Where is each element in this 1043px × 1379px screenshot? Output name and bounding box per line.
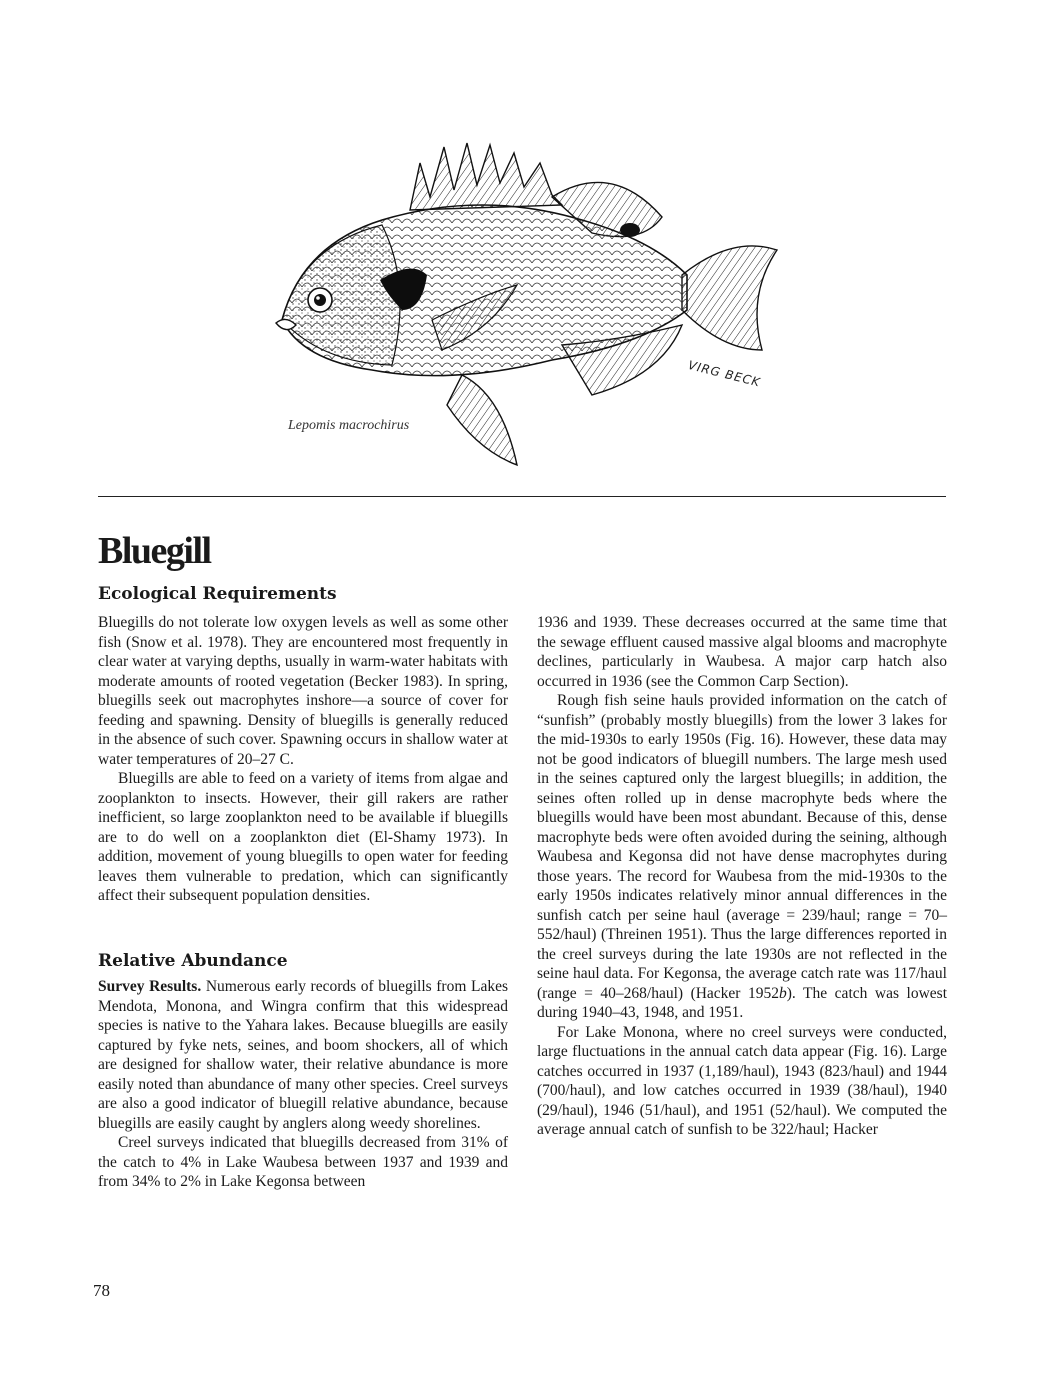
relative-abundance-heading: Relative Abundance <box>98 951 288 971</box>
right-column <box>537 613 947 1140</box>
horizontal-divider <box>98 496 946 497</box>
left-column-lower <box>98 977 508 1192</box>
survey-paragraph <box>98 977 508 1133</box>
survey-results-lead: Survey Results. <box>98 978 202 995</box>
creel-paragraph-continued: 1936 and 1939. These decreases occurred at the same time that the sewage effluent caused massive algal blooms and macrophyte declines, particularly in Waubesa. A major carp hatch also occurred in 1936 (see the Common Carp Section). <box>537 614 947 690</box>
eco-paragraph-2: Bluegills are able to feed on a variety of items from algae and zooplankton to insects. However, their gill rakers are rather inefficient, so large zooplankton need to be available if bluegills are to do well on a zooplankton diet (El-Shamy 1973). In addition, movement of young bluegills to open water for feeding leaves them vulnerable to predation, which can significantly affect their subsequent population densities. <box>98 770 508 904</box>
eco-paragraph-1: Bluegills do not tolerate low oxygen levels as well as some other fish (Snow et al. 1978). They are encountered most frequently in clear water at varying depths, usually in warm-water habitats with moderate amounts of rooted vegetation (Becker 1983). In spring, bluegills seek out macrophytes inshore—a source of cover for feeding and spawning. Density of bluegills is generally reduced in the absence of such cover. Spawning occurs in shallow water at water temperatures of 20–27 C. <box>98 614 508 768</box>
page-title: Bluegill <box>98 530 211 572</box>
figure-caption: Lepomis macrochirus <box>288 418 410 433</box>
citation-suffix: b <box>779 984 787 1002</box>
ecological-requirements-heading: Ecological Requirements <box>98 584 337 604</box>
artist-signature: VIRG BECK <box>686 358 763 390</box>
creel-paragraph-start: Creel surveys indicated that bluegills decreased from 31% of the catch to 4% in Lake Waubesa between 1937 and 1939 and from 34% to 2% in Lake Kegonsa between <box>98 1134 508 1190</box>
rough-fish-text: Rough fish seine hauls provided information on the catch of “sunfish” (probably mostly bluegills) from the lower 3 lakes for the mid-1930s to early 1950s (Fig. 16). However, these data may not be good indicators of bluegill numbers. The large mesh used in the seines captured only the largest bluegills; in addition, the seines often rolled up in dense macrophyte beds where the bluegills would have been most abundant. Because of this, dense macrophyte beds were often avoided during the seining, although Waubesa and Kegonsa did not have dense macrophytes during those years. The record for Waubesa from the mid-1930s to the early 1950s indicates relatively minor annual differences in the sunfish catch per seine haul (average = 239/haul; range = 70–552/haul) (Threinen 1951). Thus the large differences reported in the creel surveys during the late 1930s are not reflected in the seine haul data. For Kegonsa, the average catch rate was 117/haul (range = 40–268/haul) (Hacker 1952 <box>537 692 947 1002</box>
rough-fish-paragraph <box>537 691 947 1023</box>
survey-text: Numerous early records of bluegills from Lakes Mendota, Monona, and Wingra confirm that this widespread species is native to the Yahara lakes. Because bluegills are easily captured by fyke nets, seines, and boom shockers, all of which are designed for shallow water, their relative abundance is more easily noted than abundance of many other species. Creel surveys are also a good indicator of bluegill relative abundance, because bluegills are easily caught by anglers along weedy shorelines. <box>98 978 509 1132</box>
page-number: 78 <box>93 1281 110 1300</box>
rough-fish-text-end: ). The catch was lowest during 1940–43, 1948, and 1951. <box>537 984 948 1021</box>
monona-paragraph: For Lake Monona, where no creel surveys were conducted, large fluctuations in the annual catch data appear (Fig. 16). Large catches occurred in 1937 (1,189/haul), 1943 (823/haul) and 1944 (700/haul), and low catches occurred in 1939 (38/haul), 1940 (29/haul), 1946 (51/haul), and 1951 (52/haul). We computed the average annual catch of sunfish to be 322/haul; Hacker <box>537 1023 947 1138</box>
left-column-upper <box>98 613 508 906</box>
